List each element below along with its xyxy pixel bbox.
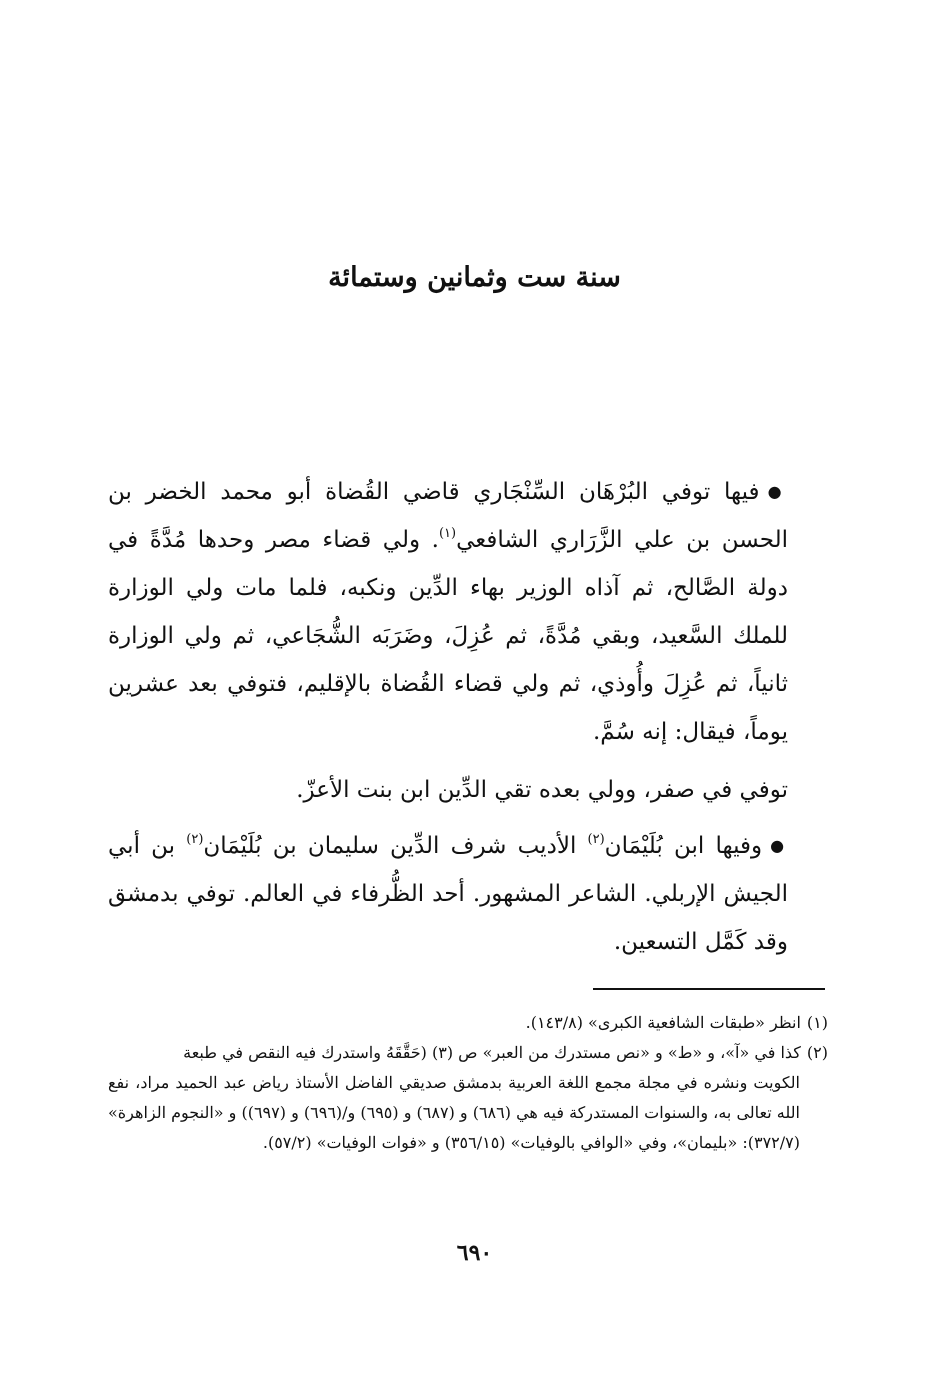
entry-text-part: . ولي قضاء مصر وحدها مُدَّةً في دولة الصَّالح، ثم آذاه الوزير بهاء الدِّين ونكبه، فلما مات ولي الوزارة للملك السَّعيد، وبقي مُدَّةً، ثم عُزِلَ، وضَرَبَه الشُّجَاعي، ثم ولي الوزارة ثانياً، ثم عُزِلَ وأُوذي، ثم ولي قضاء القُضاة بالإقليم، فتوفي بعد عشرين يوماً، فيقال: إنه سُمَّ.: [108, 527, 788, 745]
footnote-2: [108, 1038, 828, 1068]
page-number: ٦٩٠: [456, 1240, 493, 1266]
entry-paragraph-3: [108, 822, 828, 966]
entry-text-part: فيها توفي البُرْهَان السِّنْجَاري قاضي القُضاة أبو محمد الخضر بن الحسن بن علي الزَّرَاري الشافعي: [108, 479, 789, 553]
entry-text: توفي في صفر، وولي بعده تقي الدِّين ابن بنت الأعزّ.: [296, 777, 788, 803]
entry-text-part: الأديب شرف الدِّين سليمان بن بُلَيْمَان: [203, 833, 588, 859]
bullet-icon: ●: [770, 836, 788, 855]
entry-paragraph-1: [108, 468, 828, 756]
footnote-text: كذا في «آ»، و «ط» و «نص مستدرك من العبر» ص (٣) (حَقَّقَهُ واستدرك فيه النقص في طبعة: [183, 1043, 801, 1062]
year-heading: سنة ست وثمانين وستمائة: [328, 262, 621, 293]
footnote-divider: [593, 988, 825, 990]
footnote-1: [108, 1008, 828, 1038]
footnote-text: انظر «طبقات الشافعية الكبرى» (١٤٣/٨).: [525, 1013, 801, 1032]
footnote-number: (٢): [806, 1043, 828, 1062]
entry-text: [108, 468, 828, 756]
entry-text-part: بن أبي الجيش الإربلي. الشاعر المشهور. أحد الظُّرفاء في العالم. توفي بدمشق وقد كَمَّل التسعين.: [108, 833, 788, 955]
footnotes: [108, 1008, 828, 1158]
footnote-2-continued: الكويت ونشره في مجلة مجمع اللغة العربية بدمشق صديقي الفاضل الأستاذ رياض عبد الحميد مراد، نفع الله تعالى به، والسنوات المستدركة فيه هي (٦٨٦) و (٦٨٧) و (٦٩٥) و/(٦٩٦) و (٦٩٧)) و «النجوم الزاهرة» (٣٧٢/٧): «بليمان»، وفي «الوافي بالوفيات» (٣٥٦/١٥) و «فوات الوفيات» (٥٧/٢).: [108, 1073, 801, 1152]
entry-text-part: وفيها ابن بُلَيْمَان: [604, 833, 763, 859]
footnote-number: (١): [806, 1013, 828, 1032]
entry-text: [108, 822, 828, 966]
footnote-ref: (١): [438, 526, 457, 541]
footnote-ref: (٢): [186, 832, 204, 847]
bullet-icon: ●: [767, 482, 788, 501]
footnote-ref: (٢): [587, 832, 605, 847]
entry-paragraph-2: [108, 766, 828, 814]
